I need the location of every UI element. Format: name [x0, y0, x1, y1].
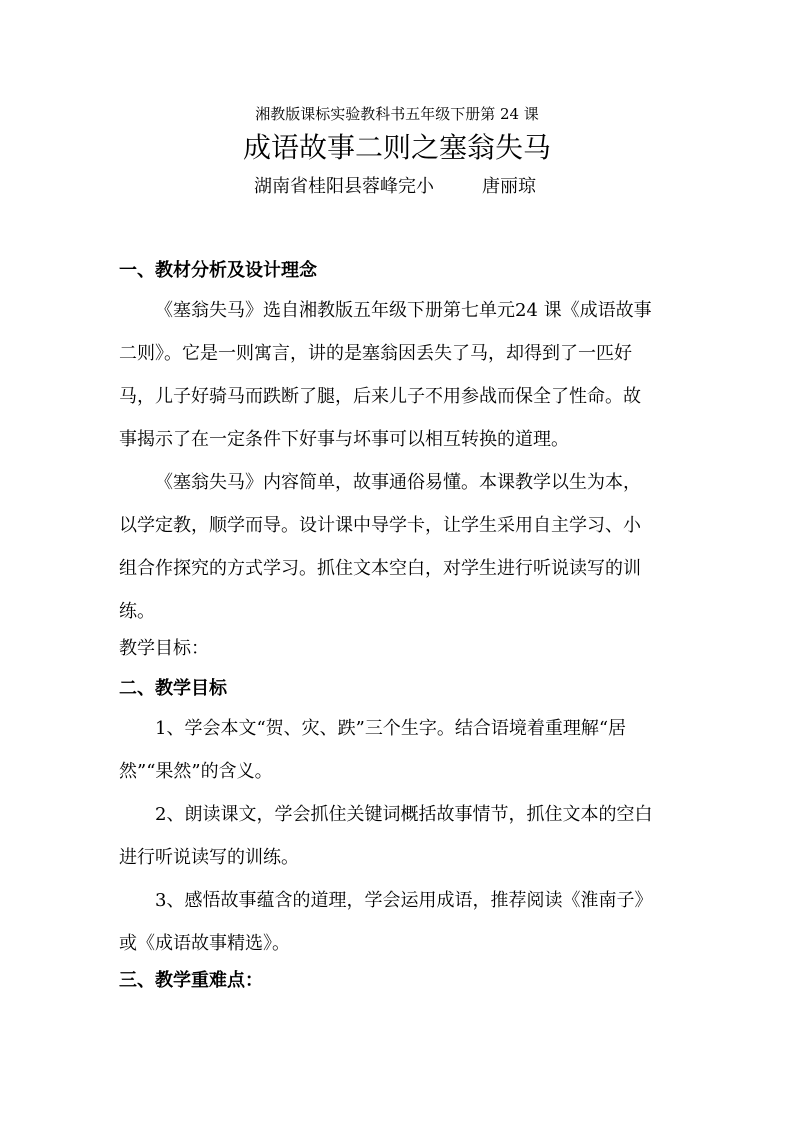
paragraph-line: 组合作探究的方式学习。抓住文本空白，对学生进行听说读写的训 [119, 558, 641, 579]
goal-line: 3、感悟故事蕴含的道理，学会运用成语，推荐阅读《淮南子》 [155, 890, 653, 911]
goal-line: 然”“果然”的含义。 [119, 761, 273, 782]
paragraph-line: 事揭示了在一定条件下好事与坏事可以相互转换的道理。 [119, 429, 569, 450]
paragraph-line: 练。 [119, 601, 155, 622]
goal-line: 或《成语故事精选》。 [119, 933, 290, 954]
paragraph-line: 以学定教，顺学而导。设计课中导学卡，让学生采用自主学习、小 [119, 515, 641, 536]
author-name: 唐丽琼 [482, 176, 536, 197]
teaching-goals-label: 教学目标： [119, 638, 209, 659]
paragraph-line: 二则》。它是一则寓言，讲的是塞翁因丢失了马，却得到了一匹好 [119, 343, 632, 364]
goal-line: 1、学会本文“贺、灾、跌”三个生字。结合语境着重理解“居 [155, 718, 627, 739]
document-subtitle: 湘教版课标实验教科书五年级下册第 24 课 [255, 105, 539, 123]
document-title: 成语故事二则之塞翁失马 [242, 131, 551, 164]
goal-line: 2、朗读课文，学会抓住关键词概括故事情节，抓住文本的空白 [155, 804, 653, 825]
author-school: 湖南省桂阳县蓉峰完小 [254, 176, 434, 197]
paragraph-line: 《塞翁失马》选自湘教版五年级下册第七单元24 课《成语故事 [155, 300, 652, 321]
paragraph-line: 马，儿子好骑马而跌断了腿，后来儿子不用参战而保全了性命。故 [119, 386, 641, 407]
section-heading-2: 二、教学目标 [119, 678, 227, 699]
goal-line: 进行听说读写的训练。 [119, 847, 299, 868]
author-line [254, 178, 536, 196]
paragraph-line: 《塞翁失马》内容简单，故事通俗易懂。本课教学以生为本， [155, 472, 641, 493]
section-heading-3: 三、教学重难点： [119, 970, 263, 991]
section-heading-1: 一、教材分析及设计理念 [119, 260, 317, 281]
